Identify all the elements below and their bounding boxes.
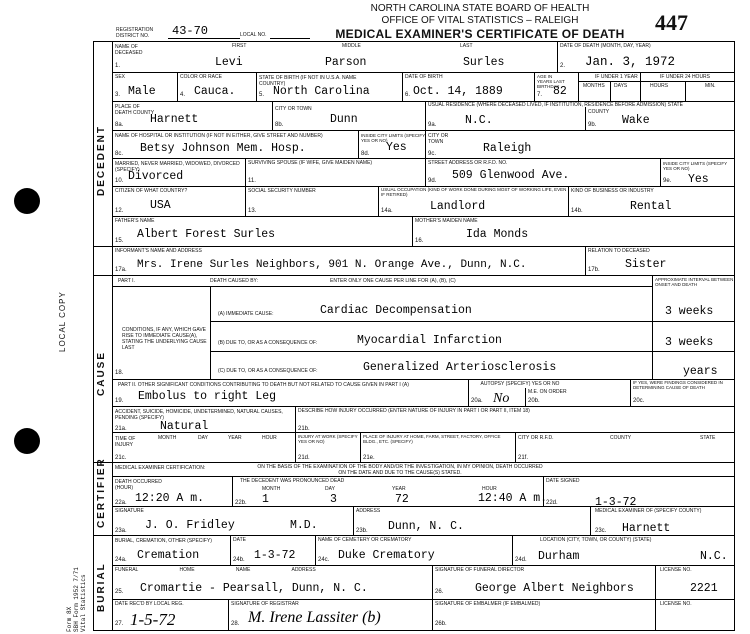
residence-city: Raleigh	[483, 142, 532, 155]
num-12: 12.	[115, 208, 124, 214]
first-label: FIRST	[232, 43, 247, 49]
section-certifier: CERTIFIER	[96, 457, 107, 528]
autopsy: No	[493, 391, 510, 406]
city: Dunn	[330, 113, 358, 126]
section-burial: BURIAL	[96, 562, 107, 612]
certificate-number: 447	[655, 10, 688, 35]
city-rfd-label: CITY OR R.F.D.	[518, 435, 554, 441]
license-label: LICENSE NO.	[660, 567, 692, 573]
date-of-death: Jan. 3, 1972	[585, 55, 676, 69]
time-injury-label: TIME OF INJURY	[115, 436, 136, 448]
num-21f: 21f.	[518, 455, 529, 461]
num-8c: 8c.	[115, 151, 124, 157]
director-label: SIGNATURE OF FUNERAL DIRECTOR	[435, 567, 525, 573]
num-21e: 21e.	[363, 455, 375, 461]
num-9e: 9e.	[663, 178, 672, 184]
num-2: 2.	[560, 63, 566, 69]
sex: Male	[128, 85, 156, 98]
num-22b: 22b.	[235, 500, 247, 506]
reg-district-label: REGISTRATION DISTRICT NO.	[116, 27, 154, 39]
res-county-label: COUNTY	[588, 109, 610, 115]
county-label-21: COUNTY	[610, 435, 632, 441]
signature-label: SIGNATURE	[115, 508, 144, 514]
num-28: 28.	[231, 621, 240, 627]
date-signed-label: DATE SIGNED	[546, 478, 580, 484]
hour-label-21: HOUR	[262, 435, 277, 441]
year-label-21: YEAR	[228, 435, 242, 441]
ssn-label: SOCIAL SECURITY NUMBER	[248, 188, 316, 194]
funeral-director: George Albert Neighbors	[475, 582, 634, 595]
interval-c: years	[683, 365, 718, 378]
num-5: 5.	[259, 92, 265, 98]
residence-label: USUAL RESIDENCE (WHERE DECEASED LIVED, IF INSTITUTION, RESIDENCE BEFORE ADMISSION) STATE	[428, 102, 683, 108]
num-8b: 8b.	[275, 122, 284, 128]
part2-label: PART II. OTHER SIGNIFICANT CONDITIONS CONTRIBUTING TO DEATH BUT NOT RELATED TO CAUSE GIVEN IN PART I (A)	[118, 382, 409, 388]
cemetery: Duke Crematory	[338, 549, 435, 562]
num-14a: 14a.	[381, 208, 393, 214]
cause-c: Generalized Arteriosclerosis	[363, 361, 557, 374]
me-county-label: MEDICAL EXAMINER OF (SPECIFY COUNTY)	[595, 508, 702, 514]
pronounced-hour: 12:40 A m.	[478, 492, 548, 505]
business-label: KIND OF BUSINESS OR INDUSTRY	[571, 188, 654, 194]
sex-label: SEX	[115, 74, 126, 80]
section-decedent: DECEDENT	[96, 124, 107, 196]
month-label-21: MONTH	[158, 435, 177, 441]
residence-county: Wake	[622, 114, 650, 127]
burial-label: BURIAL, CREMATION, OTHER (SPECIFY)	[115, 538, 212, 544]
citizen: USA	[150, 199, 171, 212]
me-ordered-label: M.E. ON ORDER	[528, 389, 567, 395]
day-label-22: DAY	[325, 486, 335, 492]
md-suffix: M.D.	[290, 519, 318, 532]
num-8d: 8d.	[361, 151, 370, 157]
state-of-birth: North Carolina	[273, 85, 370, 98]
spouse-label: SURVIVING SPOUSE (IF WIFE, GIVE MAIDEN NAME)	[248, 160, 373, 166]
me-cert-text: ON THE BASIS OF THE EXAMINATION OF THE BODY AND/OR THE INVESTIGATION, IN MY OPINION, DEATH OCCURRED ON THE DATE AND DUE TO THE CAUSE(S) STATED.	[257, 464, 543, 476]
num-6: 6.	[405, 92, 411, 98]
min-label: MIN.	[705, 83, 716, 89]
pronounced-day: 3	[330, 493, 337, 506]
age-label: AGE IN YEARS LAST BIRTHDAY	[537, 74, 565, 89]
form-note: Form 8X SBH Form 1952 7/71 Vital Statistics	[66, 567, 87, 632]
mother-label: MOTHER'S MAIDEN NAME	[415, 218, 478, 224]
business: Rental	[630, 200, 672, 213]
month-label-22: MONTH	[262, 486, 281, 492]
city-label: CITY OR TOWN	[275, 106, 312, 112]
father-label: FATHER'S NAME	[115, 218, 155, 224]
relation: Sister	[625, 258, 667, 271]
embalmer-label: SIGNATURE OF EMBALMER (IF EMBALMED)	[435, 601, 541, 607]
reg-district-value: 43-70	[172, 24, 209, 38]
last-label: LAST	[460, 43, 473, 49]
relation-label: RELATION TO DECEASED	[588, 248, 650, 254]
place-county: Harnett	[150, 113, 199, 126]
num-24a: 24a.	[115, 557, 127, 563]
first-name: Levi	[215, 56, 243, 69]
num-21c: 21c.	[115, 455, 127, 461]
pronounced-label: THE DECEDENT WAS PRONOUNCED DEAD	[240, 478, 345, 484]
num-9d: 9d.	[428, 178, 437, 184]
citizen-label: CITIZEN OF WHAT COUNTRY?	[115, 188, 188, 194]
location-city: Durham	[538, 550, 580, 563]
num-19: 19.	[115, 398, 124, 404]
under-1-label: IF UNDER 1 YEAR	[595, 74, 638, 80]
board-name: NORTH CAROLINA STATE BOARD OF HEALTH	[370, 3, 590, 14]
father-name: Albert Forest Surles	[137, 228, 276, 241]
under-24-label: IF UNDER 24 HOURS	[660, 74, 711, 80]
street-label: STREET ADDRESS OR R.F.D. NO.	[428, 160, 508, 166]
race: Cauca.	[194, 85, 236, 98]
immediate-label: (A) IMMEDIATE CAUSE:	[218, 311, 274, 317]
num-9c: 9c.	[428, 151, 437, 157]
interval-a: 3 weeks	[665, 305, 714, 318]
age: 82	[553, 85, 567, 98]
certificate-title: MEDICAL EXAMINER'S CERTIFICATE OF DEATH	[335, 27, 625, 41]
punch-hole-top	[14, 188, 40, 214]
date-of-birth-label: DATE OF BIRTH	[405, 74, 443, 80]
num-1: 1.	[115, 63, 121, 69]
num-17b: 17b.	[588, 267, 600, 273]
funeral-home: Cromartie - Pearsall, Dunn, N. C.	[140, 582, 368, 595]
num-14b: 14b.	[571, 208, 583, 214]
hours-label: HOURS	[650, 83, 669, 89]
num-25: 25.	[115, 589, 124, 595]
place-injury-label: PLACE OF INJURY AT HOME, FARM, STREET, FACTORY, OFFICE BLDG., ETC. (SPECIFY)	[363, 434, 501, 444]
hospital: Betsy Johnson Mem. Hosp.	[140, 142, 306, 155]
num-15: 15.	[115, 238, 124, 244]
due-c-label: (C) DUE TO, OR AS A CONSEQUENCE OF:	[218, 368, 318, 374]
num-20a: 20a.	[471, 398, 483, 404]
cause-b: Myocardial Infarction	[357, 334, 502, 347]
state-of-birth-label: STATE OF BIRTH (IF NOT IN U.S.A. NAME COUNTRY)	[259, 75, 357, 87]
death-caused-label: DEATH CAUSED BY:	[210, 278, 258, 284]
interval-b: 3 weeks	[665, 336, 714, 349]
address-label: ADDRESS	[356, 508, 381, 514]
location-state: N.C.	[700, 550, 728, 563]
date-of-birth: Oct. 14, 1889	[413, 85, 503, 98]
inside-city-label: INSIDE CITY LIMITS (SPECIFY YES OR NO)	[361, 133, 426, 143]
at-work-label: INJURY AT WORK (SPECIFY YES OR NO)	[298, 434, 358, 444]
num-16: 16.	[415, 238, 424, 244]
num-24d: 24d.	[515, 557, 527, 563]
me-county: Harnett	[622, 522, 671, 535]
street-address: 509 Glenwood Ave.	[452, 169, 570, 182]
num-11: 11.	[248, 178, 256, 184]
res-city-label: CITY OR TOWN	[428, 133, 449, 145]
cemetery-label: NAME OF CEMETERY OR CREMATORY	[318, 537, 412, 543]
num-18: 18.	[115, 370, 124, 376]
num-20b: 20b.	[528, 398, 540, 404]
me-opinion-label: IF YES, WERE FINDINGS CONSIDERED IN DETERMINING CAUSE OF DEATH	[633, 380, 723, 390]
date-of-death-label: DATE OF DEATH (MONTH, DAY, YEAR)	[560, 43, 651, 49]
conditions-label: CONDITIONS, IF ANY, WHICH GAVE RISE TO IMMEDIATE CAUSE(A), STATING THE UNDERLYING CAUSE LAST	[122, 327, 207, 351]
res-inside-label: INSIDE CITY LIMITS (SPECIFY YES OR NO)	[663, 161, 728, 171]
name-label: NAME OF DECEASED	[115, 44, 143, 56]
part2-conditions: Embolus to right Leg	[138, 390, 277, 403]
registrar-signature: M. Irene Lassiter (b)	[248, 609, 381, 626]
date-received-label: DATE REC'D BY LOCAL REG.	[115, 601, 184, 607]
mother-name: Ida Monds	[466, 228, 529, 241]
enter-one-label: ENTER ONLY ONE CAUSE PER LINE FOR (A), (B), (C)	[330, 278, 456, 284]
last-name: Surles	[463, 56, 505, 69]
residence-inside-city: Yes	[688, 173, 709, 186]
injury-desc-label: DESCRIBE HOW INJURY OCCURRED (ENTER NATURE OF INJURY IN PART I OR PART II, ITEM 18)	[298, 408, 530, 414]
num-4: 4.	[180, 92, 186, 98]
num-17a: 17a.	[115, 267, 127, 273]
registrar-label: SIGNATURE OF REGISTRAR	[231, 601, 299, 607]
months-label: MONTHS	[583, 83, 605, 89]
burial-date: 1-3-72	[254, 549, 296, 562]
pronounced-year: 72	[395, 493, 409, 506]
num-7: 7.	[537, 92, 543, 98]
num-21d: 21d.	[298, 455, 310, 461]
office-name: OFFICE OF VITAL STATISTICS – RALEIGH	[381, 15, 579, 26]
num-9a: 9a.	[428, 122, 437, 128]
section-cause: CAUSE	[96, 350, 107, 396]
part1-label: PART I.	[118, 278, 135, 284]
num-9b: 9b.	[588, 122, 597, 128]
num-24b: 24b.	[233, 557, 245, 563]
local-copy-label: LOCAL COPY	[58, 291, 67, 352]
marital-label: MARRIED, NEVER MARRIED, WIDOWED, DIVORCED (SPECIFY)	[115, 161, 240, 173]
license-number: 2221	[690, 582, 718, 595]
interval-label: APPROXIMATE INTERVAL BETWEEN ONSET AND DEATH	[655, 277, 734, 287]
date-received: 1-5-72	[130, 610, 176, 629]
race-label: COLOR OR RACE	[180, 74, 222, 80]
num-23b: 23b.	[356, 528, 368, 534]
middle-name: Parson	[325, 56, 367, 69]
cause-a: Cardiac Decompensation	[320, 304, 472, 317]
marital-status: Divorced	[128, 170, 184, 183]
num-10: 10.	[115, 178, 124, 184]
punch-hole-bottom	[14, 428, 40, 454]
accident-type: Natural	[160, 420, 209, 433]
num-22a: 22a.	[115, 500, 127, 506]
funeral-home-label: FUNERAL HOME NAME ADDRESS	[115, 567, 316, 573]
date-label-24: DATE	[233, 537, 246, 543]
num-26: 26.	[435, 589, 444, 595]
me-cert-label: MEDICAL EXAMINER CERTIFICATION:	[115, 465, 206, 471]
num-3: 3.	[115, 92, 121, 98]
middle-label: MIDDLE	[342, 43, 361, 49]
occupation-label: USUAL OCCUPATION (KIND OF WORK DONE DURING MOST OF WORKING LIFE, EVEN IF RETIRED)	[381, 187, 567, 197]
inside-city: Yes	[386, 141, 407, 154]
informant-label: INFORMANT'S NAME AND ADDRESS	[115, 248, 202, 254]
hospital-label: NAME OF HOSPITAL OR INSTITUTION (IF NOT IN EITHER, GIVE STREET AND NUMBER)	[115, 133, 323, 139]
death-occurred-label: DEATH OCCURRED (HOUR)	[115, 479, 162, 491]
embalmer-license-label: LICENSE NO.	[660, 601, 692, 607]
num-20c: 20c.	[633, 398, 645, 404]
hour-label-22: HOUR	[482, 486, 497, 492]
pronounced-month: 1	[262, 493, 269, 506]
residence-state: N.C.	[465, 114, 493, 127]
num-13: 13.	[248, 208, 257, 214]
autopsy-label: AUTOPSY (SPECIFY) YES OR NO	[480, 381, 560, 387]
state-label-21: STATE	[700, 435, 716, 441]
me-signature: J. O. Fridley	[145, 519, 235, 532]
informant: Mrs. Irene Surles Neighbors, 901 N. Orange Ave., Dunn, N.C.	[137, 259, 527, 271]
location-label: LOCATION (CITY, TOWN, OR COUNTY) (STATE)	[540, 537, 652, 543]
accident-label: ACCIDENT, SUICIDE, HOMICIDE, UNDETERMINED, NATURAL CAUSES, PENDING (SPECIFY)	[115, 409, 283, 421]
num-22d: 22d.	[546, 500, 558, 506]
num-23c: 23c.	[595, 528, 607, 534]
num-26b: 26b.	[435, 621, 447, 627]
num-21b: 21b.	[298, 426, 310, 432]
me-address: Dunn, N. C.	[388, 520, 464, 533]
burial-type: Cremation	[137, 549, 200, 562]
num-23a: 23a.	[115, 528, 127, 534]
due-b-label: (B) DUE TO, OR AS A CONSEQUENCE OF:	[218, 340, 318, 346]
occupation: Landlord	[430, 200, 486, 213]
year-label-22: YEAR	[392, 486, 406, 492]
num-8a: 8a.	[115, 122, 124, 128]
num-27: 27.	[115, 621, 124, 627]
num-24c: 24c.	[318, 557, 330, 563]
place-county-label: PLACE OF DEATH COUNTY	[115, 104, 155, 116]
death-hour: 12:20 A m.	[135, 492, 205, 505]
days-label: DAYS	[614, 83, 628, 89]
num-21a: 21a.	[115, 426, 127, 432]
local-no-label: LOCAL NO.	[240, 32, 267, 38]
day-label-21: DAY	[198, 435, 208, 441]
date-signed: 1-3-72	[595, 496, 637, 509]
